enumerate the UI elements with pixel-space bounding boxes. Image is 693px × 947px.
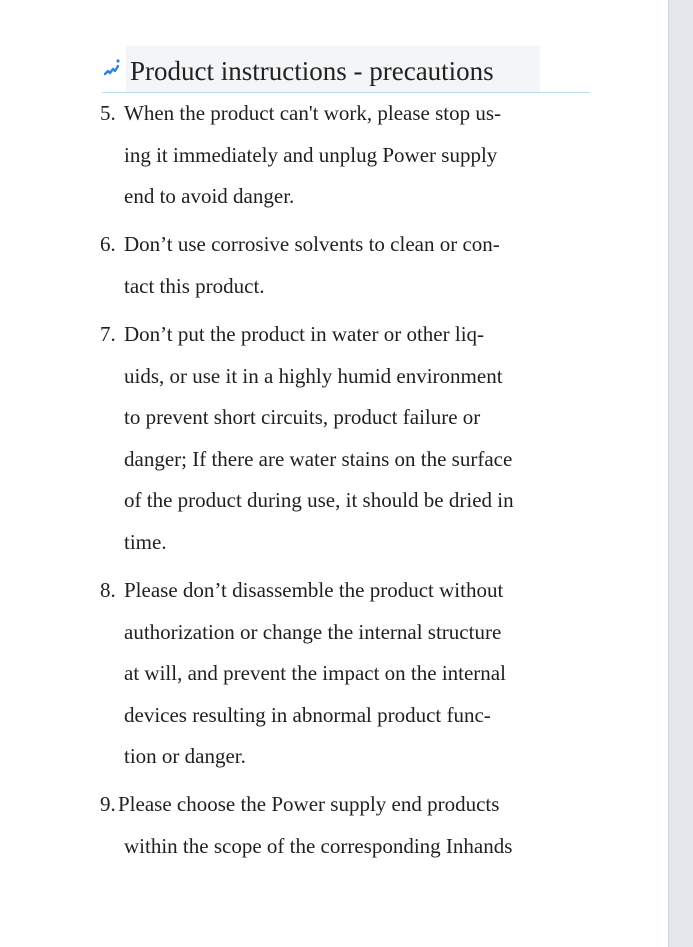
item-text-line: Please don’t disassemble the product without [124,578,504,602]
item-text-line: end to avoid danger. [124,184,295,208]
item-text-line: Don’t use corrosive solvents to clean or con- [124,232,500,256]
item-number: 5. [100,101,116,125]
item-text-line: of the product during use, it should be dried in [124,488,514,512]
item-text-line: Don’t put the product in water or other liq- [124,322,485,346]
item-number: 7. [100,322,116,346]
item-text-line: within the scope of the corresponding Inhands [124,833,513,858]
item-text-line: time. [124,529,167,554]
item-text-line: at will, and prevent the impact on the internal [124,661,506,685]
item-number: 8. [100,578,116,602]
page-title: Product instructions - precautions [130,56,494,86]
item-text-line: uids, or use it in a highly humid environment [124,363,503,388]
item-text-line: to prevent short circuits, product failure or [124,405,481,429]
item-text-line: devices resulting in abnormal product func- [124,702,491,727]
vertical-scrollbar[interactable] [668,0,693,947]
item-number: 6. [100,232,116,256]
item-text-line: danger; If there are water stains on the surface [124,446,513,471]
item-text-line: When the product can't work, please stop us- [124,101,502,125]
section-marker-icon [102,55,122,79]
item-text-line: ing it immediately and unplug Power supply [124,142,498,167]
item-text-line: Please choose the Power supply end products [118,792,500,816]
item-text-line: tact this product. [124,273,265,298]
section-heading [102,46,590,93]
item-text-line: authorization or change the internal structure [124,619,502,644]
item-text-line: tion or danger. [124,744,246,768]
item-number: 9. [100,792,116,816]
